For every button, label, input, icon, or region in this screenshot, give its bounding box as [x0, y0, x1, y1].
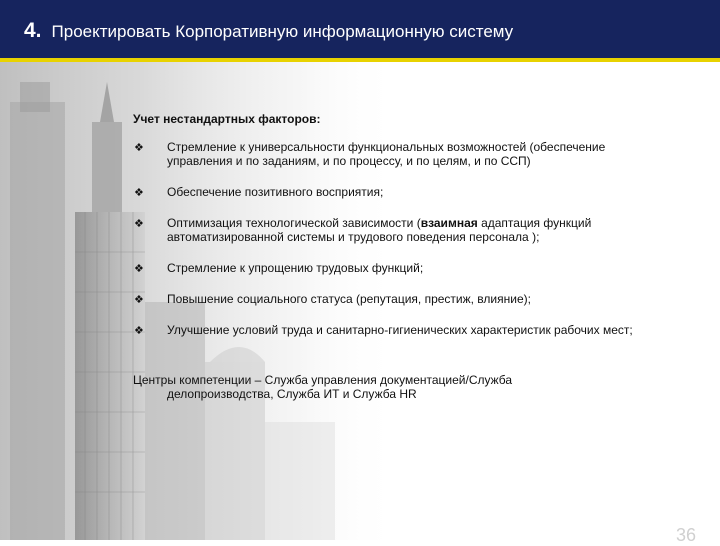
bullet-text: Повышение социального статуса (репутация, престиж, влияние); [167, 292, 531, 306]
bullet-text: Стремление к упрощению трудовых функций; [167, 261, 424, 275]
bullet-list [133, 140, 633, 337]
diamond-bullet-icon: ❖ [134, 187, 144, 199]
slide-title [24, 19, 513, 43]
slide-content [133, 112, 633, 401]
section-heading: Учет нестандартных факторов: [133, 112, 321, 126]
footer-line-1: Центры компетенции – Служба управления документацией/Служба [133, 373, 513, 387]
competence-centers-text [133, 373, 633, 401]
diamond-bullet-icon: ❖ [134, 263, 144, 275]
slide-number: 4. [24, 19, 42, 42]
bullet-item [133, 216, 633, 244]
slide-title-text: Проектировать Корпоративную информационную систему [51, 22, 514, 41]
bullet-text: Обеспечение позитивного восприятия; [167, 185, 384, 199]
bullet-text-pre: Оптимизация технологической зависимости ( [167, 216, 421, 230]
diamond-bullet-icon: ❖ [134, 325, 144, 337]
bullet-item [133, 185, 633, 199]
title-bar [0, 0, 720, 58]
bullet-text-bold: взаимная [420, 216, 478, 230]
diamond-bullet-icon: ❖ [134, 294, 144, 306]
diamond-bullet-icon: ❖ [134, 142, 144, 154]
bullet-item [133, 323, 633, 337]
page-number: 36 [675, 525, 696, 545]
bullet-item [133, 261, 633, 275]
bullet-text: Стремление к универсальности функциональных возможностей (обеспечение управления и по заданиям, и по процессу, и по целям, и по ССП) [167, 140, 606, 168]
footer-line-2: делопроизводства, Служба ИТ и Служба HR [167, 387, 417, 401]
diamond-bullet-icon: ❖ [134, 218, 144, 230]
bullet-text: Улучшение условий труда и санитарно-гигиенических характеристик рабочих мест; [167, 323, 633, 337]
bullet-text-post: адаптация функций автоматизированной системы и трудового поведения персонала ); [167, 216, 592, 244]
bullet-item [133, 140, 633, 168]
bullet-item [133, 292, 633, 306]
